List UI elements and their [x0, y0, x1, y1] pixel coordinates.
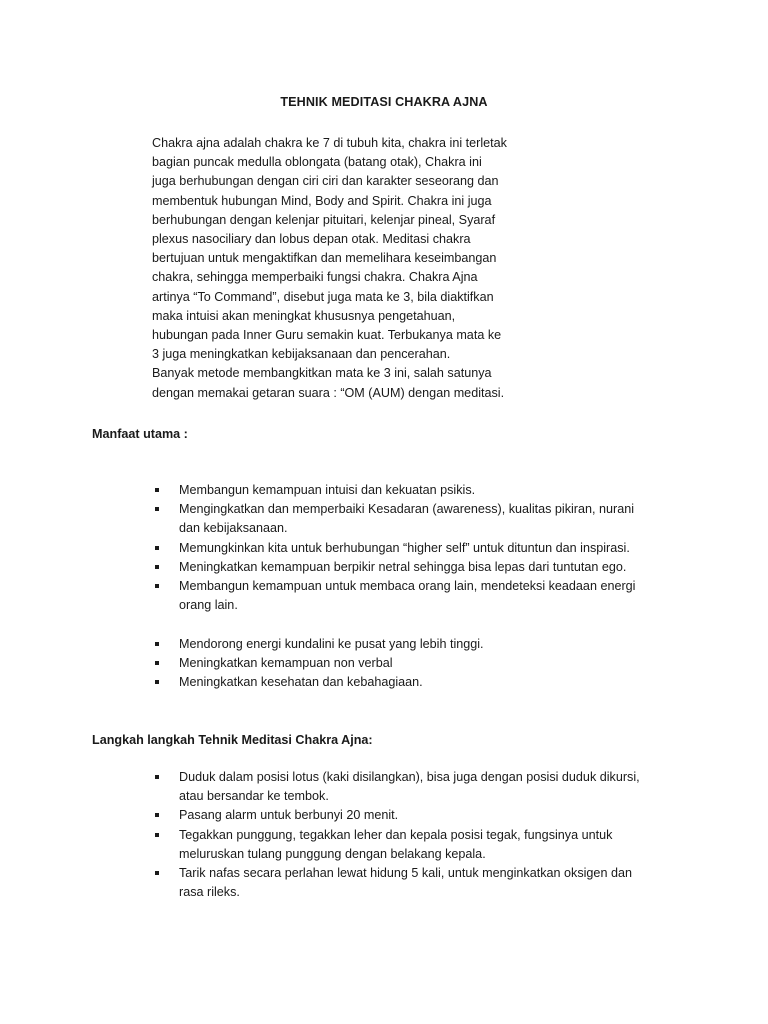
intro-line: Banyak metode membangkitkan mata ke 3 ini, salah satunya — [152, 366, 492, 381]
bullet-square-icon — [155, 507, 159, 511]
intro-line: dengan memakai getaran suara : “OM (AUM) dengan meditasi. — [152, 385, 505, 400]
intro-line: juga berhubungan dengan ciri ciri dan karakter seseorang dan — [152, 174, 499, 189]
list-item-text: Memungkinkan kita untuk berhubungan “higher self” untuk dituntun dan inspirasi. — [179, 540, 630, 555]
list-item-text: dan kebijaksanaan. — [179, 521, 288, 536]
list-item-text: Membangun kemampuan untuk membaca orang lain, mendeteksi keadaan energi — [179, 579, 636, 594]
intro-line: membentuk hubungan Mind, Body and Spirit. Chakra ini juga — [152, 193, 492, 208]
bullet-square-icon — [155, 642, 159, 646]
list-item — [154, 806, 674, 825]
list-item — [154, 558, 674, 577]
bullet-square-icon — [155, 546, 159, 550]
intro-line: plexus nasociliary dan lobus depan otak. Meditasi chakra — [152, 232, 471, 247]
intro-line: chakra, sehingga memperbaiki fungsi chakra. Chakra Ajna — [152, 270, 478, 285]
list-item-text: Pasang alarm untuk berbunyi 20 menit. — [179, 808, 399, 823]
bullet-square-icon — [155, 680, 159, 684]
list-item — [154, 577, 674, 615]
intro-line: Chakra ajna adalah chakra ke 7 di tubuh kita, chakra ini terletak — [152, 136, 507, 150]
list-item — [154, 481, 674, 500]
list-item — [154, 539, 674, 558]
bullet-square-icon — [155, 813, 159, 817]
list-item — [154, 864, 674, 902]
list-item — [154, 654, 674, 673]
benefits-heading: Manfaat utama : — [92, 427, 188, 441]
list-item — [154, 635, 674, 654]
intro-paragraph — [152, 134, 552, 403]
intro-line: maka intuisi akan meningkat khususnya pengetahuan, — [152, 308, 456, 323]
intro-line: berhubungan dengan kelenjar pituitari, kelenjar pineal, Syaraf — [152, 212, 496, 227]
list-item-text: orang lain. — [179, 598, 238, 613]
list-item-text: meluruskan tulang punggung dengan belakang kepala. — [179, 846, 486, 861]
steps-list — [154, 768, 674, 902]
intro-line: artinya “To Command”, disebut juga mata ke 3, bila diaktifkan — [152, 289, 494, 304]
intro-line: hubungan pada Inner Guru semakin kuat. Terbukanya mata ke — [152, 328, 502, 343]
list-item-text: Tegakkan punggung, tegakkan leher dan kepala posisi tegak, fungsinya untuk — [179, 827, 613, 842]
list-item — [154, 500, 674, 538]
list-item-text: Meningkatkan kemampuan berpikir netral sehingga bisa lepas dari tuntutan ego. — [179, 559, 627, 574]
bullet-square-icon — [155, 565, 159, 569]
list-item-text: atau bersandar ke tembok. — [179, 789, 329, 804]
bullet-square-icon — [155, 661, 159, 665]
list-item-text: Tarik nafas secara perlahan lewat hidung 5 kali, untuk menginkatkan oksigen dan — [179, 866, 632, 881]
intro-line: 3 juga meningkatkan kebijaksanaan dan pencerahan. — [152, 347, 451, 362]
list-item-text: Meningkatkan kemampuan non verbal — [179, 656, 393, 671]
list-item — [154, 768, 674, 806]
bullet-square-icon — [155, 775, 159, 779]
intro-line: bagian puncak medulla oblongata (batang otak), Chakra ini — [152, 155, 482, 170]
list-item-text: Mengingkatkan dan memperbaiki Kesadaran (awareness), kualitas pikiran, nurani — [179, 502, 635, 517]
benefits-list — [154, 481, 674, 693]
bullet-square-icon — [155, 871, 159, 875]
list-item — [154, 826, 674, 864]
bullet-square-icon — [155, 488, 159, 492]
list-item-text: Membangun kemampuan intuisi dan kekuatan psikis. — [179, 483, 476, 497]
steps-heading: Langkah langkah Tehnik Meditasi Chakra Ajna: — [92, 733, 373, 747]
bullet-square-icon — [155, 833, 159, 837]
list-item-text: Duduk dalam posisi lotus (kaki disilangkan), bisa juga dengan posisi duduk dikursi, — [179, 770, 640, 784]
list-item-text: rasa rileks. — [179, 885, 240, 900]
list-item-text: Mendorong energi kundalini ke pusat yang lebih tinggi. — [179, 636, 484, 651]
document-title: TEHNIK MEDITASI CHAKRA AJNA — [280, 95, 488, 109]
bullet-square-icon — [155, 584, 159, 588]
intro-line: bertujuan untuk mengaktifkan dan memelihara keseimbangan — [152, 251, 497, 266]
list-item — [154, 673, 674, 692]
list-item-text: Meningkatkan kesehatan dan kebahagiaan. — [179, 675, 423, 690]
